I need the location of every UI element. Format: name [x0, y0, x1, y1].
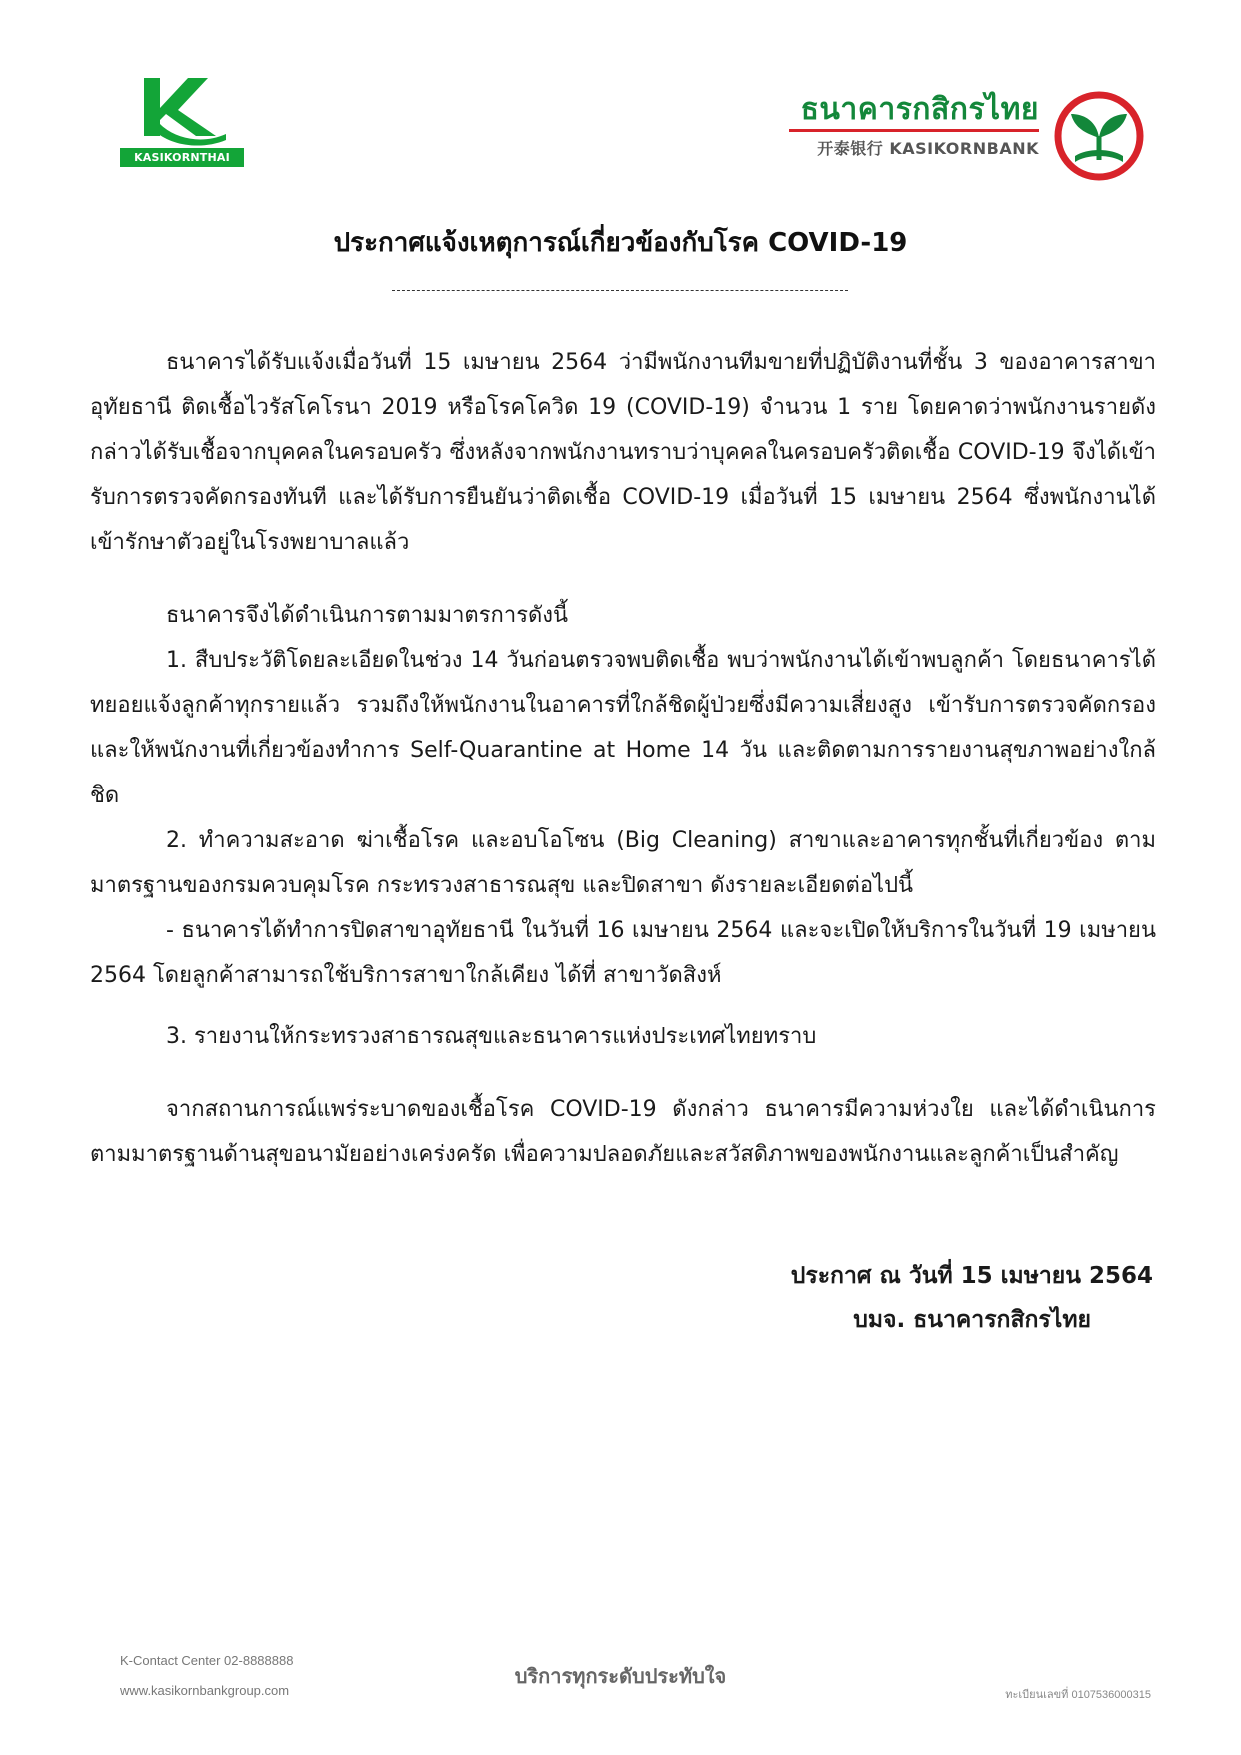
paragraph-incident: ธนาคารได้รับแจ้งเมื่อวันที่ 15 เมษายน 2564 ว่ามีพนักงานทีมขายที่ปฏิบัติงานที่ชั้น 3 ของอาคารสาขาอุทัยธานี ติดเชื้อไวรัสโคโรนา 2019 หรือโรคโควิด 19 (COVID-19) จำนวน 1 ราย โดยคาดว่าพนักงานรายดังกล่าวได้รับเชื้อจากบุคคลในครอบครัว ซึ่งหลังจากพนักงานทราบว่าบุคคลในครอบครัวติดเชื้อ COVID-19 จึงได้เข้ารับการตรวจคัดกรองทันที และได้รับการยืนยันว่าติดเชื้อ COVID-19 เมื่อวันที่ 15 เมษายน 2564 ซึ่งพนักงานได้เข้ารักษาตัวอยู่ในโรงพยาบาลแล้ว	[90, 350, 1156, 555]
title-divider	[392, 290, 848, 291]
kasikornthai-logo	[120, 74, 244, 170]
k-logo-icon	[126, 74, 230, 148]
measure-item-3: 3. รายงานให้กระทรวงสาธารณสุขและธนาคารแห่งประเทศไทยทราบ	[166, 1024, 817, 1049]
bank-name-thai: ธนาคารกสิกรไทย	[800, 92, 1039, 127]
footer-slogan: บริการทุกระดับประทับใจ	[514, 1664, 727, 1688]
measure-item-1: 1. สืบประวัติโดยละเอียดในช่วง 14 วันก่อนตรวจพบติดเชื้อ พบว่าพนักงานได้เข้าพบลูกค้า โดยธนาคารได้ทยอยแจ้งลูกค้าทุกรายแล้ว รวมถึงให้พนักงานในอาคารที่ใกล้ชิดผู้ป่วยซึ่งมีความเสี่ยงสูง เข้ารับการตรวจคัดกรองและให้พนักงานที่เกี่ยวข้องทำการ Self-Quarantine at Home 14 วัน และติดตามการรายงานสุขภาพอย่างใกล้ชิด	[90, 648, 1156, 808]
bank-name-underline	[789, 129, 1039, 132]
page-title: ประกาศแจ้งเหตุการณ์เกี่ยวข้องกับโรค COVID-19	[333, 228, 908, 258]
announcement-body	[90, 340, 1156, 1177]
registration-number: ทะเบียนเลขที่ 0107536000315	[1005, 1689, 1151, 1701]
website-link[interactable]: www.kasikornbankgroup.com	[120, 1683, 290, 1698]
paragraph-measures-intro: ธนาคารจึงได้ดำเนินการตามมาตรการดังนี้	[166, 603, 569, 628]
contact-center: K-Contact Center 02-8888888	[120, 1653, 294, 1668]
kbank-emblem-icon	[1053, 90, 1145, 182]
issuer-name: บมจ. ธนาคารกสิกรไทย	[853, 1307, 1091, 1333]
measure-item-2-detail: - ธนาคารได้ทำการปิดสาขาอุทัยธานี ในวันที่ 16 เมษายน 2564 และจะเปิดให้บริการในวันที่ 19 เมษายน 2564 โดยลูกค้าสามารถใช้บริการสาขาใกล้เคียง ได้ที่ สาขาวัดสิงห์	[90, 918, 1156, 988]
paragraph-closing: จากสถานการณ์แพร่ระบาดของเชื้อโรค COVID-19 ดังกล่าว ธนาคารมีความห่วงใย และได้ดำเนินการตามมาตรฐานด้านสุขอนามัยอย่างเคร่งครัด เพื่อความปลอดภัยและสวัสดิภาพของพนักงานและลูกค้าเป็นสำคัญ	[90, 1097, 1156, 1167]
logo-wordmark: KASIKORNTHAI	[120, 148, 244, 167]
bank-name-english: 开泰银行 KASIKORNBANK	[817, 139, 1039, 158]
kasikornbank-logo	[777, 78, 1157, 178]
announcement-date: ประกาศ ณ วันที่ 15 เมษายน 2564	[790, 1263, 1153, 1289]
measure-item-2: 2. ทำความสะอาด ฆ่าเชื้อโรค และอบโอโซน (Big Cleaning) สาขาและอาคารทุกชั้นที่เกี่ยวข้อง ตามมาตรฐานของกรมควบคุมโรค กระทรวงสาธารณสุข และปิดสาขา ดังรายละเอียดต่อไปนี้	[90, 828, 1156, 898]
